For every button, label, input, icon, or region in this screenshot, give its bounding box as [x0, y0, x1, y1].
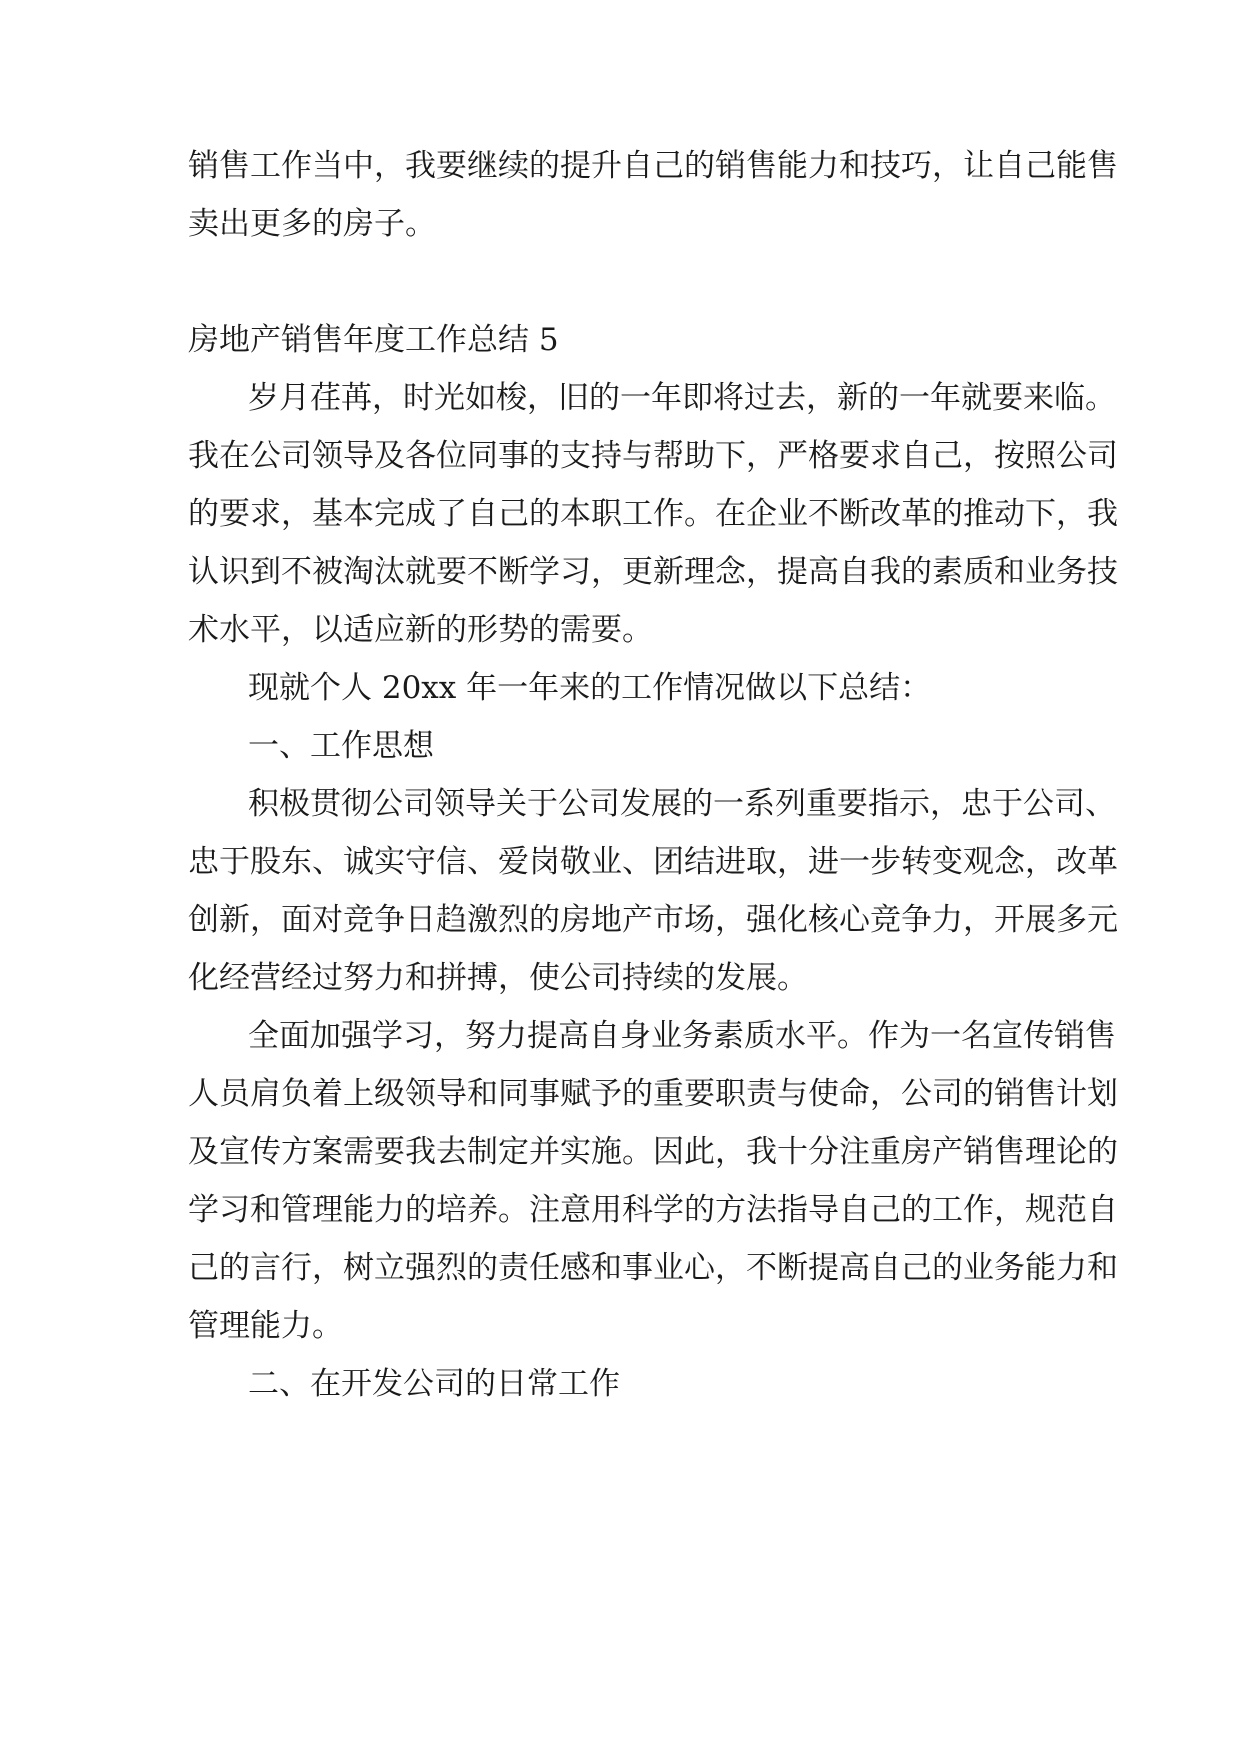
body-line: 我在公司领导及各位同事的支持与帮助下，严格要求自己，按照公司 [188, 438, 1118, 474]
body-line: 术水平，以适应新的形势的需要。 [188, 612, 653, 648]
body-line: 积极贯彻公司领导关于公司发展的一系列重要指示，忠于公司、 [248, 786, 1116, 822]
body-line: 岁月荏苒，时光如梭，旧的一年即将过去，新的一年就要来临。 [248, 380, 1116, 416]
body-line: 己的言行，树立强烈的责任感和事业心，不断提高自己的业务能力和 [188, 1250, 1118, 1286]
body-line: 管理能力。 [188, 1308, 343, 1344]
body-line: 卖出更多的房子。 [188, 206, 436, 242]
body-line: 人员肩负着上级领导和同事赋予的重要职责与使命，公司的销售计划 [188, 1076, 1118, 1112]
heading: 一、工作思想 [248, 728, 434, 764]
body-line: 销售工作当中，我要继续的提升自己的销售能力和技巧，让自己能售 [188, 148, 1118, 184]
body-line: 现就个人 20xx 年一年来的工作情况做以下总结： [248, 670, 932, 706]
body-line: 及宣传方案需要我去制定并实施。因此，我十分注重房产销售理论的 [188, 1134, 1118, 1170]
heading: 二、在开发公司的日常工作 [248, 1366, 620, 1402]
body-line: 认识到不被淘汰就要不断学习，更新理念，提高自我的素质和业务技 [188, 554, 1118, 590]
body-line: 忠于股东、诚实守信、爱岗敬业、团结进取，进一步转变观念，改革 [188, 844, 1118, 880]
body-line: 学习和管理能力的培养。注意用科学的方法指导自己的工作，规范自 [188, 1192, 1118, 1228]
body-line: 化经营经过努力和拼搏，使公司持续的发展。 [188, 960, 808, 996]
body-line: 创新，面对竞争日趋激烈的房地产市场，强化核心竞争力，开展多元 [188, 902, 1118, 938]
body-line: 的要求，基本完成了自己的本职工作。在企业不断改革的推动下，我 [188, 496, 1118, 532]
body-line: 全面加强学习，努力提高自身业务素质水平。作为一名宣传销售 [248, 1018, 1116, 1054]
section-title: 房地产销售年度工作总结 5 [188, 322, 559, 358]
